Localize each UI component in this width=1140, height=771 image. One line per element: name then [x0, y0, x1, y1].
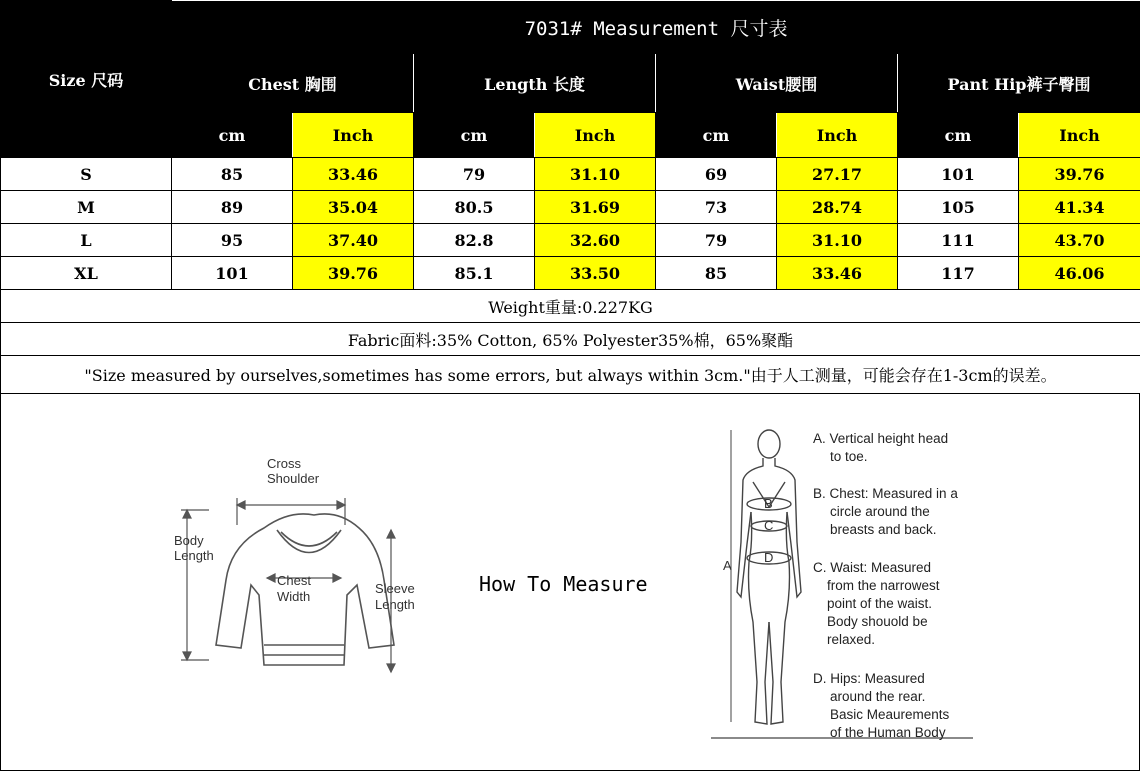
cell-value: 101: [898, 158, 1019, 191]
cell-value: 117: [898, 257, 1019, 290]
body-length-label: Body: [174, 533, 204, 548]
cell-value: 85.1: [414, 257, 535, 290]
cross-shoulder-label: Cross: [267, 456, 301, 471]
unit-cm: cm: [414, 113, 535, 158]
cell-value: 31.10: [535, 158, 656, 191]
cell-value: 79: [656, 224, 777, 257]
marker-b: B: [764, 496, 773, 511]
how-to-measure-panel: [0, 393, 1140, 771]
unit-inch: Inch: [1019, 113, 1140, 158]
instruction-line: D. Hips: Measured: [813, 671, 925, 686]
table-row: [1, 191, 1140, 224]
chest-width-label: Width: [277, 589, 311, 604]
instruction-line: relaxed.: [827, 632, 876, 647]
cell-value: 35.04: [293, 191, 414, 224]
row-size-label: M: [1, 191, 172, 224]
row-size-label: S: [1, 158, 172, 191]
instruction-line: Basic Meaurements: [830, 707, 950, 722]
cell-value: 27.17: [777, 158, 898, 191]
cell-value: 31.69: [535, 191, 656, 224]
cell-value: 79: [414, 158, 535, 191]
how-to-measure-title: How To Measure: [479, 572, 648, 596]
instruction-line: from the narrowest: [827, 578, 940, 593]
instruction-line: point of the waist.: [827, 596, 933, 611]
size-header: Size 尺码: [1, 1, 172, 158]
instruction-line: B. Chest: Measured in a: [813, 486, 958, 501]
cross-shoulder-label: Shoulder: [267, 471, 320, 486]
cell-value: 105: [898, 191, 1019, 224]
cell-value: 39.76: [293, 257, 414, 290]
cell-value: 33.46: [293, 158, 414, 191]
row-size-label: XL: [1, 257, 172, 290]
cell-value: 69: [656, 158, 777, 191]
body-length-label: Length: [174, 548, 214, 563]
cell-value: 89: [172, 191, 293, 224]
instruction-line: A. Vertical height head: [813, 431, 949, 446]
cell-value: 85: [656, 257, 777, 290]
instruction-line: circle around the: [830, 504, 930, 519]
col-header-length: Length 长度: [414, 54, 656, 113]
cell-value: 85: [172, 158, 293, 191]
cell-value: 32.60: [535, 224, 656, 257]
cell-value: 33.50: [535, 257, 656, 290]
instruction-line: Body shouold be: [827, 614, 928, 629]
table-row: [1, 257, 1140, 290]
sleeve-length-label: Length: [375, 597, 415, 612]
table-title-text: 7031# Measurement 尺寸表: [524, 17, 788, 40]
col-header-chest: Chest 胸围: [172, 54, 414, 113]
unit-cm: cm: [898, 113, 1019, 158]
instruction-line: breasts and back.: [830, 522, 937, 537]
table-row: [1, 224, 1140, 257]
marker-d: D: [764, 550, 774, 565]
unit-inch: Inch: [777, 113, 898, 158]
cell-value: 46.06: [1019, 257, 1140, 290]
cell-value: 28.74: [777, 191, 898, 224]
table-title: [172, 1, 1140, 54]
instruction-d: [813, 670, 949, 742]
cell-value: 39.76: [1019, 158, 1140, 191]
cell-value: 95: [172, 224, 293, 257]
unit-cm: cm: [656, 113, 777, 158]
col-header-waist: Waist腰围: [656, 54, 898, 113]
sweater-diagram: [169, 450, 439, 690]
fabric-info: Fabric面料:35% Cotton, 65% Polyester35%棉，65%聚酯: [1, 323, 1140, 356]
unit-inch: Inch: [535, 113, 656, 158]
cell-value: 37.40: [293, 224, 414, 257]
row-size-label: L: [1, 224, 172, 257]
cell-value: 82.8: [414, 224, 535, 257]
cell-value: 33.46: [777, 257, 898, 290]
instruction-a: [813, 430, 948, 466]
marker-a: A: [723, 558, 732, 573]
sleeve-length-label: Sleeve: [375, 581, 415, 596]
cell-value: 111: [898, 224, 1019, 257]
instruction-line: around the rear.: [830, 689, 926, 704]
cell-value: 41.34: [1019, 191, 1140, 224]
col-header-pant-hip: Pant Hip裤子臀围: [898, 54, 1140, 113]
cell-value: 43.70: [1019, 224, 1140, 257]
instruction-line: of the Human Body: [830, 725, 946, 740]
unit-cm: cm: [172, 113, 293, 158]
weight-info: Weight重量:0.227KG: [1, 290, 1140, 323]
measurement-note: "Size measured by ourselves,sometimes has some errors, but always within 3cm."由于人工测量，可能会存在1-3cm的误差。: [1, 356, 1140, 394]
marker-c: C: [764, 518, 774, 533]
chest-width-label: Chest: [277, 573, 311, 588]
instruction-line: C. Waist: Measured: [813, 560, 932, 575]
cell-value: 31.10: [777, 224, 898, 257]
table-row: [1, 158, 1140, 191]
instruction-b: [813, 485, 958, 539]
instruction-c: [813, 559, 940, 649]
instruction-line: to toe.: [830, 449, 868, 464]
unit-inch: Inch: [293, 113, 414, 158]
cell-value: 80.5: [414, 191, 535, 224]
cell-value: 101: [172, 257, 293, 290]
cell-value: 73: [656, 191, 777, 224]
